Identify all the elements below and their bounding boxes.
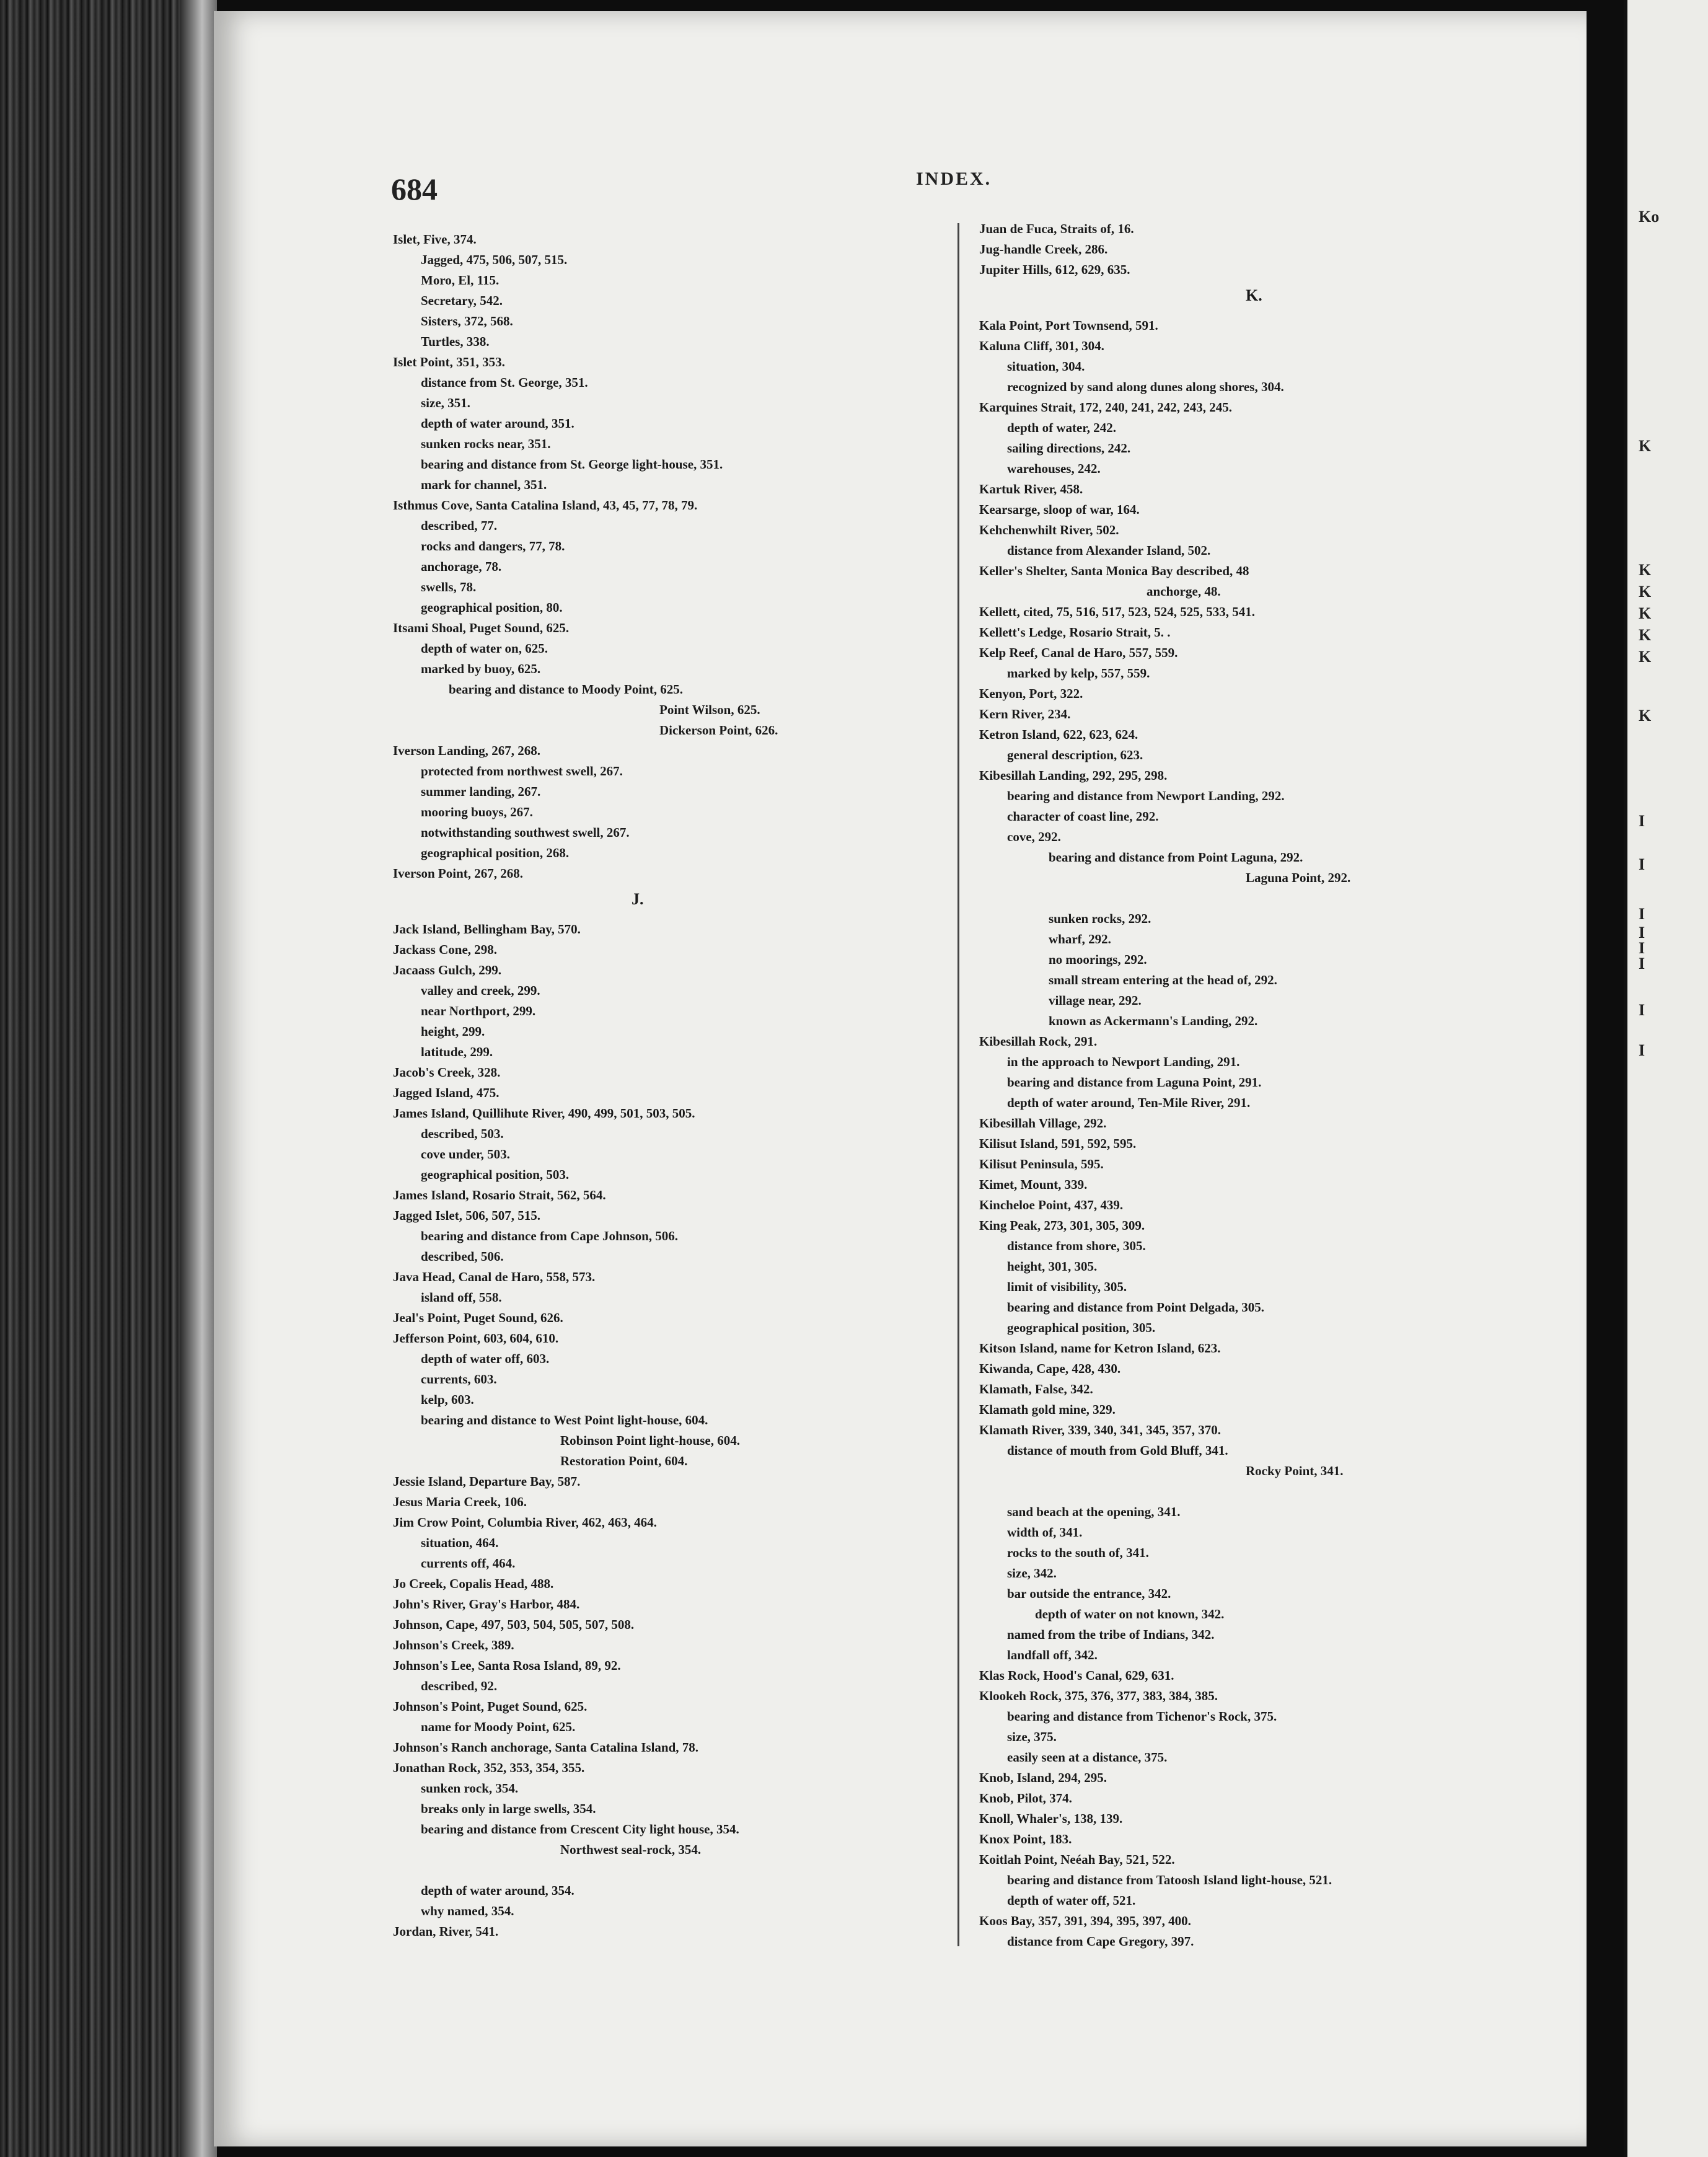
facing-page-fragment: K bbox=[1639, 604, 1652, 622]
index-subentry: Dickerson Point, 626. bbox=[659, 723, 778, 738]
index-subentry: depth of water off, 603. bbox=[421, 1351, 550, 1366]
index-entry: Islet, Five, 374. bbox=[393, 232, 477, 247]
index-entry: Kincheloe Point, 437, 439. bbox=[979, 1198, 1124, 1212]
index-subentry: depth of water around, 354. bbox=[421, 1883, 574, 1898]
facing-page-fragment: K bbox=[1639, 707, 1652, 725]
index-entry: James Island, Quillihute River, 490, 499, 501, 503, 505. bbox=[393, 1106, 695, 1121]
index-entry: Knob, Island, 294, 295. bbox=[979, 1770, 1107, 1785]
index-entry: Jacob's Creek, 328. bbox=[393, 1065, 501, 1080]
index-subentry: bearing and distance from Laguna Point, 291. bbox=[1007, 1075, 1262, 1090]
index-entry: Johnson's Point, Puget Sound, 625. bbox=[393, 1699, 588, 1714]
index-subentry: sunken rocks near, 351. bbox=[421, 436, 551, 451]
index-subentry: known as Ackermann's Landing, 292. bbox=[1049, 1013, 1258, 1028]
index-entry: Jesus Maria Creek, 106. bbox=[393, 1494, 527, 1509]
index-subentry: depth of water around, 351. bbox=[421, 416, 574, 431]
section-letter-heading: J. bbox=[632, 890, 644, 908]
index-subentry: mooring buoys, 267. bbox=[421, 805, 533, 819]
index-entry: Johnson's Creek, 389. bbox=[393, 1638, 514, 1652]
index-entry: Juan de Fuca, Straits of, 16. bbox=[979, 221, 1134, 236]
index-entry: Java Head, Canal de Haro, 558, 573. bbox=[393, 1269, 596, 1284]
index-subentry: bearing and distance from Crescent City light house, 354. bbox=[421, 1822, 739, 1837]
index-entry: Jupiter Hills, 612, 629, 635. bbox=[979, 262, 1130, 277]
index-subentry: marked by buoy, 625. bbox=[421, 661, 541, 676]
index-subentry: name for Moody Point, 625. bbox=[421, 1719, 576, 1734]
index-entry: Johnson's Lee, Santa Rosa Island, 89, 92. bbox=[393, 1658, 621, 1673]
index-subentry: size, 375. bbox=[1007, 1729, 1057, 1744]
index-entry: Kilisut Island, 591, 592, 595. bbox=[979, 1136, 1137, 1151]
index-subentry: Rocky Point, 341. bbox=[1246, 1463, 1344, 1478]
index-entry: Klamath River, 339, 340, 341, 345, 357, 370. bbox=[979, 1423, 1222, 1437]
index-entry: Iverson Landing, 267, 268. bbox=[393, 743, 541, 758]
facing-page-fragment: I bbox=[1639, 1001, 1645, 1019]
index-subentry: mark for channel, 351. bbox=[421, 477, 547, 492]
index-entry: Jefferson Point, 603, 604, 610. bbox=[393, 1331, 559, 1346]
facing-page-fragment: Ko bbox=[1639, 208, 1660, 226]
index-subentry: Moro, El, 115. bbox=[421, 273, 500, 288]
index-entry: Koitlah Point, Neéah Bay, 521, 522. bbox=[979, 1852, 1175, 1867]
index-subentry: protected from northwest swell, 267. bbox=[421, 764, 623, 779]
index-subentry: island off, 558. bbox=[421, 1290, 502, 1305]
index-entry: King Peak, 273, 301, 305, 309. bbox=[979, 1218, 1145, 1233]
index-subentry: described, 503. bbox=[421, 1126, 504, 1141]
facing-page-fragment: I bbox=[1639, 939, 1645, 957]
facing-page-fragment: K bbox=[1639, 437, 1652, 455]
index-entry: Kelp Reef, Canal de Haro, 557, 559. bbox=[979, 645, 1178, 660]
index-entry: Jacaass Gulch, 299. bbox=[393, 963, 502, 977]
index-subentry: limit of visibility, 305. bbox=[1007, 1279, 1127, 1294]
index-subentry: size, 342. bbox=[1007, 1566, 1057, 1581]
index-entry: Karquines Strait, 172, 240, 241, 242, 243, 245. bbox=[979, 400, 1232, 415]
index-entry: Jagged Islet, 506, 507, 515. bbox=[393, 1208, 540, 1223]
index-subentry: Laguna Point, 292. bbox=[1246, 870, 1351, 885]
index-subentry: currents, 603. bbox=[421, 1372, 497, 1387]
index-entry: Jessie Island, Departure Bay, 587. bbox=[393, 1474, 581, 1489]
index-subentry: Restoration Point, 604. bbox=[560, 1453, 688, 1468]
index-entry: Jackass Cone, 298. bbox=[393, 942, 498, 957]
right-index-column bbox=[979, 219, 1525, 1952]
facing-page-fragment: I bbox=[1639, 812, 1645, 830]
index-subentry: small stream entering at the head of, 292. bbox=[1049, 973, 1277, 987]
index-subentry: Turtles, 338. bbox=[421, 334, 490, 349]
index-subentry: rocks and dangers, 77, 78. bbox=[421, 539, 565, 554]
index-subentry: sunken rocks, 292. bbox=[1049, 911, 1151, 926]
facing-page-fragment: I bbox=[1639, 905, 1645, 923]
index-entry: Klamath gold mine, 329. bbox=[979, 1402, 1116, 1417]
index-entry: Jeal's Point, Puget Sound, 626. bbox=[393, 1310, 563, 1325]
index-subentry: distance from shore, 305. bbox=[1007, 1238, 1146, 1253]
facing-page-fragment: K bbox=[1639, 648, 1652, 666]
index-subentry: cove under, 503. bbox=[421, 1147, 510, 1162]
index-subentry: geographical position, 80. bbox=[421, 600, 563, 615]
index-subentry: geographical position, 305. bbox=[1007, 1320, 1156, 1335]
line-gap bbox=[979, 1481, 1525, 1502]
index-subentry: bearing and distance from Tatoosh Island light-house, 521. bbox=[1007, 1872, 1332, 1887]
index-entry: Kitson Island, name for Ketron Island, 623. bbox=[979, 1341, 1221, 1356]
index-entry: Kehchenwhilt River, 502. bbox=[979, 523, 1119, 537]
index-subentry: geographical position, 503. bbox=[421, 1167, 570, 1182]
index-subentry: summer landing, 267. bbox=[421, 784, 541, 799]
facing-page-fragment: K bbox=[1639, 561, 1652, 579]
index-subentry: depth of water off, 521. bbox=[1007, 1893, 1136, 1908]
index-entry: Kibesillah Landing, 292, 295, 298. bbox=[979, 768, 1168, 783]
page-number: 684 bbox=[391, 172, 438, 206]
index-entry: Johnson, Cape, 497, 503, 504, 505, 507, 508. bbox=[393, 1617, 635, 1632]
index-subentry: village near, 292. bbox=[1049, 993, 1142, 1008]
index-subentry: bearing and distance from Tichenor's Rock, 375. bbox=[1007, 1709, 1277, 1724]
index-subentry: character of coast line, 292. bbox=[1007, 809, 1159, 824]
index-entry: Isthmus Cove, Santa Catalina Island, 43, 45, 77, 78, 79. bbox=[393, 498, 698, 513]
index-subentry: breaks only in large swells, 354. bbox=[421, 1801, 596, 1816]
index-entry: Kala Point, Port Townsend, 591. bbox=[979, 318, 1158, 333]
index-subentry: size, 351. bbox=[421, 395, 470, 410]
index-subentry: anchorge, 48. bbox=[1147, 584, 1221, 599]
book-spine bbox=[0, 0, 211, 2157]
section-letter-heading: K. bbox=[1246, 286, 1262, 304]
index-subentry: distance of mouth from Gold Bluff, 341. bbox=[1007, 1443, 1228, 1458]
facing-page-fragment: I bbox=[1639, 955, 1645, 973]
column-divider bbox=[957, 223, 959, 1946]
index-subentry: latitude, 299. bbox=[421, 1044, 493, 1059]
facing-page-fragment: I bbox=[1639, 924, 1645, 942]
index-entry: Kenyon, Port, 322. bbox=[979, 686, 1083, 701]
index-entry: Kern River, 234. bbox=[979, 707, 1071, 721]
index-entry: John's River, Gray's Harbor, 484. bbox=[393, 1597, 580, 1612]
index-subentry: described, 77. bbox=[421, 518, 498, 533]
line-gap bbox=[979, 888, 1525, 909]
index-entry: Jagged Island, 475. bbox=[393, 1085, 500, 1100]
index-subentry: kelp, 603. bbox=[421, 1392, 474, 1407]
index-subentry: height, 301, 305. bbox=[1007, 1259, 1098, 1274]
index-subentry: bearing and distance from Point Laguna, 292. bbox=[1049, 850, 1303, 865]
index-subentry: distance from St. George, 351. bbox=[421, 375, 588, 390]
index-subentry: situation, 464. bbox=[421, 1535, 499, 1550]
facing-page-fragment: I bbox=[1639, 855, 1645, 873]
index-subentry: in the approach to Newport Landing, 291. bbox=[1007, 1054, 1240, 1069]
index-subentry: bearing and distance from Cape Johnson, 506. bbox=[421, 1228, 678, 1243]
index-subentry: recognized by sand along dunes along shores, 304. bbox=[1007, 379, 1284, 394]
index-subentry: general description, 623. bbox=[1007, 748, 1143, 762]
index-entry: Keller's Shelter, Santa Monica Bay described, 48 bbox=[979, 563, 1249, 578]
index-entry: Jack Island, Bellingham Bay, 570. bbox=[393, 922, 581, 937]
index-subentry: described, 506. bbox=[421, 1249, 504, 1264]
index-entry: Koos Bay, 357, 391, 394, 395, 397, 400. bbox=[979, 1913, 1191, 1928]
index-subentry: bearing and distance from St. George light-house, 351. bbox=[421, 457, 723, 472]
index-subentry: sand beach at the opening, 341. bbox=[1007, 1504, 1181, 1519]
index-entry: Ketron Island, 622, 623, 624. bbox=[979, 727, 1138, 742]
index-entry: Kellett's Ledge, Rosario Strait, 5. . bbox=[979, 625, 1171, 640]
index-entry: Knob, Pilot, 374. bbox=[979, 1791, 1072, 1806]
index-subentry: warehouses, 242. bbox=[1007, 461, 1101, 476]
index-entry: Jordan, River, 541. bbox=[393, 1924, 499, 1939]
index-subentry: Northwest seal-rock, 354. bbox=[560, 1842, 702, 1857]
index-subentry: distance from Alexander Island, 502. bbox=[1007, 543, 1211, 558]
facing-page-fragment: K bbox=[1639, 626, 1652, 644]
index-subentry: described, 92. bbox=[421, 1678, 498, 1693]
index-subentry: depth of water on not known, 342. bbox=[1035, 1607, 1225, 1621]
index-subentry: valley and creek, 299. bbox=[421, 983, 540, 998]
index-entry: Jo Creek, Copalis Head, 488. bbox=[393, 1576, 554, 1591]
index-entry: Kimet, Mount, 339. bbox=[979, 1177, 1088, 1192]
index-subentry: currents off, 464. bbox=[421, 1556, 516, 1571]
index-subentry: anchorage, 78. bbox=[421, 559, 502, 574]
index-subentry: near Northport, 299. bbox=[421, 1004, 536, 1018]
index-entry: Kearsarge, sloop of war, 164. bbox=[979, 502, 1140, 517]
index-entry: Klookeh Rock, 375, 376, 377, 383, 384, 385. bbox=[979, 1688, 1218, 1703]
index-entry: Johnson's Ranch anchorage, Santa Catalina Island, 78. bbox=[393, 1740, 699, 1755]
index-entry: Klamath, False, 342. bbox=[979, 1382, 1093, 1396]
index-subentry: situation, 304. bbox=[1007, 359, 1085, 374]
index-entry: Kellett, cited, 75, 516, 517, 523, 524, 525, 533, 541. bbox=[979, 604, 1256, 619]
index-subentry: sailing directions, 242. bbox=[1007, 441, 1131, 456]
index-entry: Klas Rock, Hood's Canal, 629, 631. bbox=[979, 1668, 1174, 1683]
running-head: INDEX. bbox=[916, 169, 992, 189]
index-subentry: marked by kelp, 557, 559. bbox=[1007, 666, 1150, 681]
index-entry: Jim Crow Point, Columbia River, 462, 463, 464. bbox=[393, 1515, 657, 1530]
index-subentry: bearing and distance from Point Delgada, 305. bbox=[1007, 1300, 1264, 1315]
index-subentry: why named, 354. bbox=[421, 1903, 514, 1918]
index-subentry: Robinson Point light-house, 604. bbox=[560, 1433, 740, 1448]
index-entry: Knox Point, 183. bbox=[979, 1832, 1072, 1846]
index-subentry: bearing and distance to Moody Point, 625. bbox=[449, 682, 684, 697]
index-entry: Kibesillah Rock, 291. bbox=[979, 1034, 1098, 1049]
left-index-column bbox=[393, 229, 944, 1942]
index-entry: Kibesillah Village, 292. bbox=[979, 1116, 1107, 1131]
index-subentry: depth of water, 242. bbox=[1007, 420, 1116, 435]
index-subentry: Secretary, 542. bbox=[421, 293, 503, 308]
index-entry: Kaluna Cliff, 301, 304. bbox=[979, 338, 1104, 353]
index-subentry: distance from Cape Gregory, 397. bbox=[1007, 1934, 1194, 1949]
index-entry: Jonathan Rock, 352, 353, 354, 355. bbox=[393, 1760, 585, 1775]
index-subentry: no moorings, 292. bbox=[1049, 952, 1147, 967]
index-entry: Itsami Shoal, Puget Sound, 625. bbox=[393, 620, 570, 635]
index-entry: Iverson Point, 267, 268. bbox=[393, 866, 523, 881]
index-subentry: height, 299. bbox=[421, 1024, 485, 1039]
facing-page-fragment: K bbox=[1639, 583, 1652, 601]
facing-page-fragment: I bbox=[1639, 1041, 1645, 1059]
index-entry: Kilisut Peninsula, 595. bbox=[979, 1157, 1104, 1171]
index-entry: Jug-handle Creek, 286. bbox=[979, 242, 1108, 257]
line-gap bbox=[393, 1860, 944, 1881]
index-subentry: Jagged, 475, 506, 507, 515. bbox=[421, 252, 568, 267]
index-subentry: geographical position, 268. bbox=[421, 845, 570, 860]
index-entry: Knoll, Whaler's, 138, 139. bbox=[979, 1811, 1123, 1826]
index-subentry: Sisters, 372, 568. bbox=[421, 314, 513, 329]
index-subentry: width of, 341. bbox=[1007, 1525, 1083, 1540]
index-subentry: sunken rock, 354. bbox=[421, 1781, 519, 1796]
index-subentry: landfall off, 342. bbox=[1007, 1648, 1098, 1662]
index-entry: Kiwanda, Cape, 428, 430. bbox=[979, 1361, 1121, 1376]
index-subentry: cove, 292. bbox=[1007, 829, 1061, 844]
index-subentry: notwithstanding southwest swell, 267. bbox=[421, 825, 630, 840]
index-subentry: depth of water around, Ten-Mile River, 291. bbox=[1007, 1095, 1251, 1110]
index-subentry: bearing and distance to West Point light-house, 604. bbox=[421, 1413, 708, 1427]
index-entry: James Island, Rosario Strait, 562, 564. bbox=[393, 1188, 606, 1202]
page-edge bbox=[180, 0, 217, 2157]
index-subentry: bar outside the entrance, 342. bbox=[1007, 1586, 1171, 1601]
index-subentry: Point Wilson, 625. bbox=[659, 702, 760, 717]
index-subentry: named from the tribe of Indians, 342. bbox=[1007, 1627, 1215, 1642]
index-subentry: bearing and distance from Newport Landing, 292. bbox=[1007, 788, 1285, 803]
index-subentry: rocks to the south of, 341. bbox=[1007, 1545, 1149, 1560]
index-subentry: wharf, 292. bbox=[1049, 932, 1111, 946]
index-subentry: easily seen at a distance, 375. bbox=[1007, 1750, 1168, 1765]
index-entry: Islet Point, 351, 353. bbox=[393, 355, 505, 369]
index-subentry: swells, 78. bbox=[421, 580, 477, 594]
index-subentry: depth of water on, 625. bbox=[421, 641, 548, 656]
facing-page-edge bbox=[1624, 0, 1708, 2157]
index-entry: Kartuk River, 458. bbox=[979, 482, 1083, 496]
